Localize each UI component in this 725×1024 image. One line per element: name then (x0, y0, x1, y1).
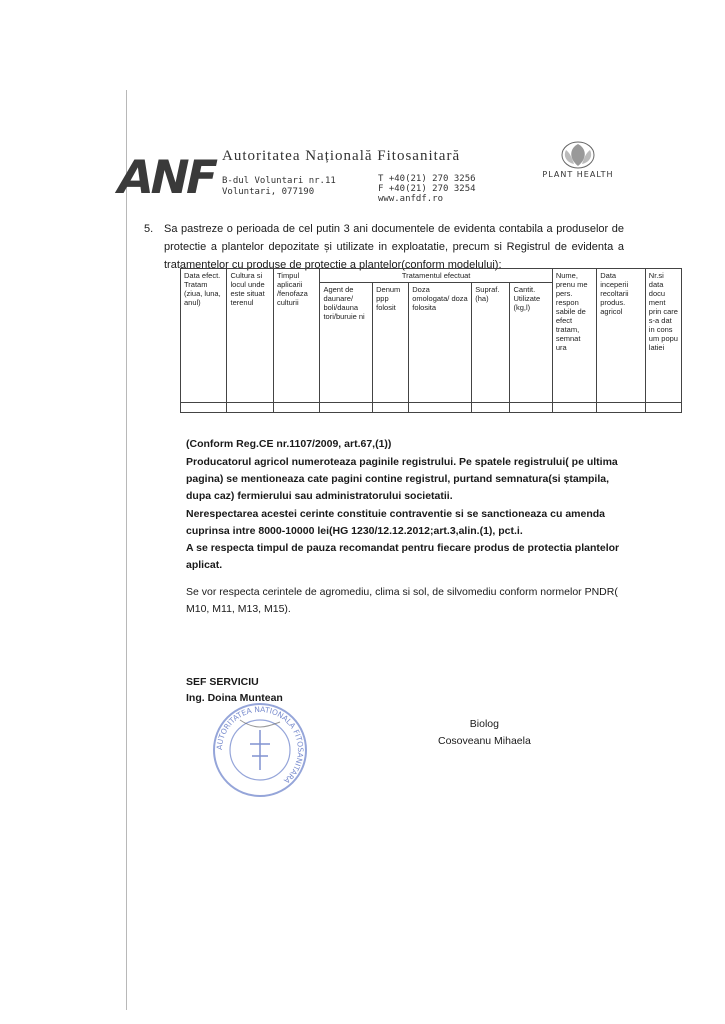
col-area: Supraf. (ha) (472, 283, 510, 403)
contact-block (378, 174, 476, 204)
address-line: B-dul Voluntari nr.11 (222, 176, 336, 186)
right-signer-name: Cosoveanu Mihaela (438, 735, 531, 747)
right-signature-block (438, 716, 531, 750)
fax-line: F +40(21) 270 3254 (378, 184, 476, 194)
col-crop: Cultura si locul unde este situat terenul (227, 269, 273, 403)
left-signer-name: Ing. Doina Muntean (186, 692, 283, 704)
official-stamp-icon (210, 700, 310, 800)
table-header-row (181, 269, 682, 283)
website-line: www.anfdf.ro (378, 194, 444, 204)
regulation-reference: (Conform Reg.CE nr.1107/2009, art.67,(1)) (186, 438, 392, 450)
item-number: 5. (144, 223, 154, 235)
col-person: Nume, prenu me pers. respon sabile de efect tratam, semnat ura (552, 269, 596, 403)
phone-line: T +40(21) 270 3256 (378, 174, 476, 184)
organization-name: Autoritatea Națională Fitosanitară (222, 148, 461, 164)
item-5-paragraph (144, 220, 624, 274)
col-quantity: Cantit. Utilizate (kg,l) (510, 283, 552, 403)
plant-health-logo (528, 140, 628, 179)
table-row (181, 403, 682, 413)
col-date: Data efect. Tratam (ziua, luna, anul) (181, 269, 227, 403)
left-signer-title: SEF SERVICIU (186, 676, 259, 688)
stamp-text: AUTORITATEA NATIONALA FITOSANITARA (214, 704, 306, 786)
penalty-note: Nerespectarea acestei cerinte constituie contraventie si se sanctioneaza cu amenda cuprinsa intre 8000-10000 lei(HG 1230/12.12.2012;art.3,alin.(1), pct.i. (186, 508, 606, 537)
pause-note: A se respecta timpul de pauza recomandat pentru fiecare produs de protectia plantelor aplicat. (186, 542, 620, 571)
col-document: Nr.si data docu ment prin care s-a dat in cons um popu latiei (645, 269, 681, 403)
address-line: Voluntari, 077190 (222, 187, 315, 197)
col-product: Denum ppp folosit (373, 283, 409, 403)
group-header-treatment: Tratamentul efectuat (320, 269, 552, 283)
col-timing: Timpul aplicarii /fenofaza culturii (273, 269, 319, 403)
col-agent: Agent de daunare/ boli/dauna tori/buruie ni (320, 283, 373, 403)
col-dose: Doza omologata/ doza folosita (409, 283, 472, 403)
leaf-emblem-icon (560, 140, 596, 170)
item-5-text: Sa pastreze o perioada de cel putin 3 ani documentele de evidenta contabila a produselor de protectie a plantelor depozitate și utilizate in exploatatie, precum si Registrul de evidenta a tratamentelor cu produse de protectie a plantelor(conform modelului): (164, 223, 624, 271)
anf-logo: ANF (112, 150, 221, 204)
plant-health-text: PLANT HEALTH (542, 170, 614, 179)
page-margin-line (126, 90, 127, 1010)
right-signer-title: Biolog (469, 718, 499, 730)
agro-note: Se vor respecta cerintele de agromediu, clima si sol, de silvomediu conform normelor PNDR( M10, M11, M13, M15). (186, 586, 618, 615)
treatment-register-table (180, 268, 682, 413)
address-block (222, 176, 336, 198)
numbering-note: Producatorul agricol numeroteaza paginile registrului. Pe spatele registrului( pe ultima pagina) se mentioneaza cate pagini contine registrul, purtand semnatura(si ștampila, dupa caz) fermierului sau administratorului societatii. (186, 456, 618, 502)
col-harvest: Data inceperii recoltarii produs. agricol (597, 269, 646, 403)
